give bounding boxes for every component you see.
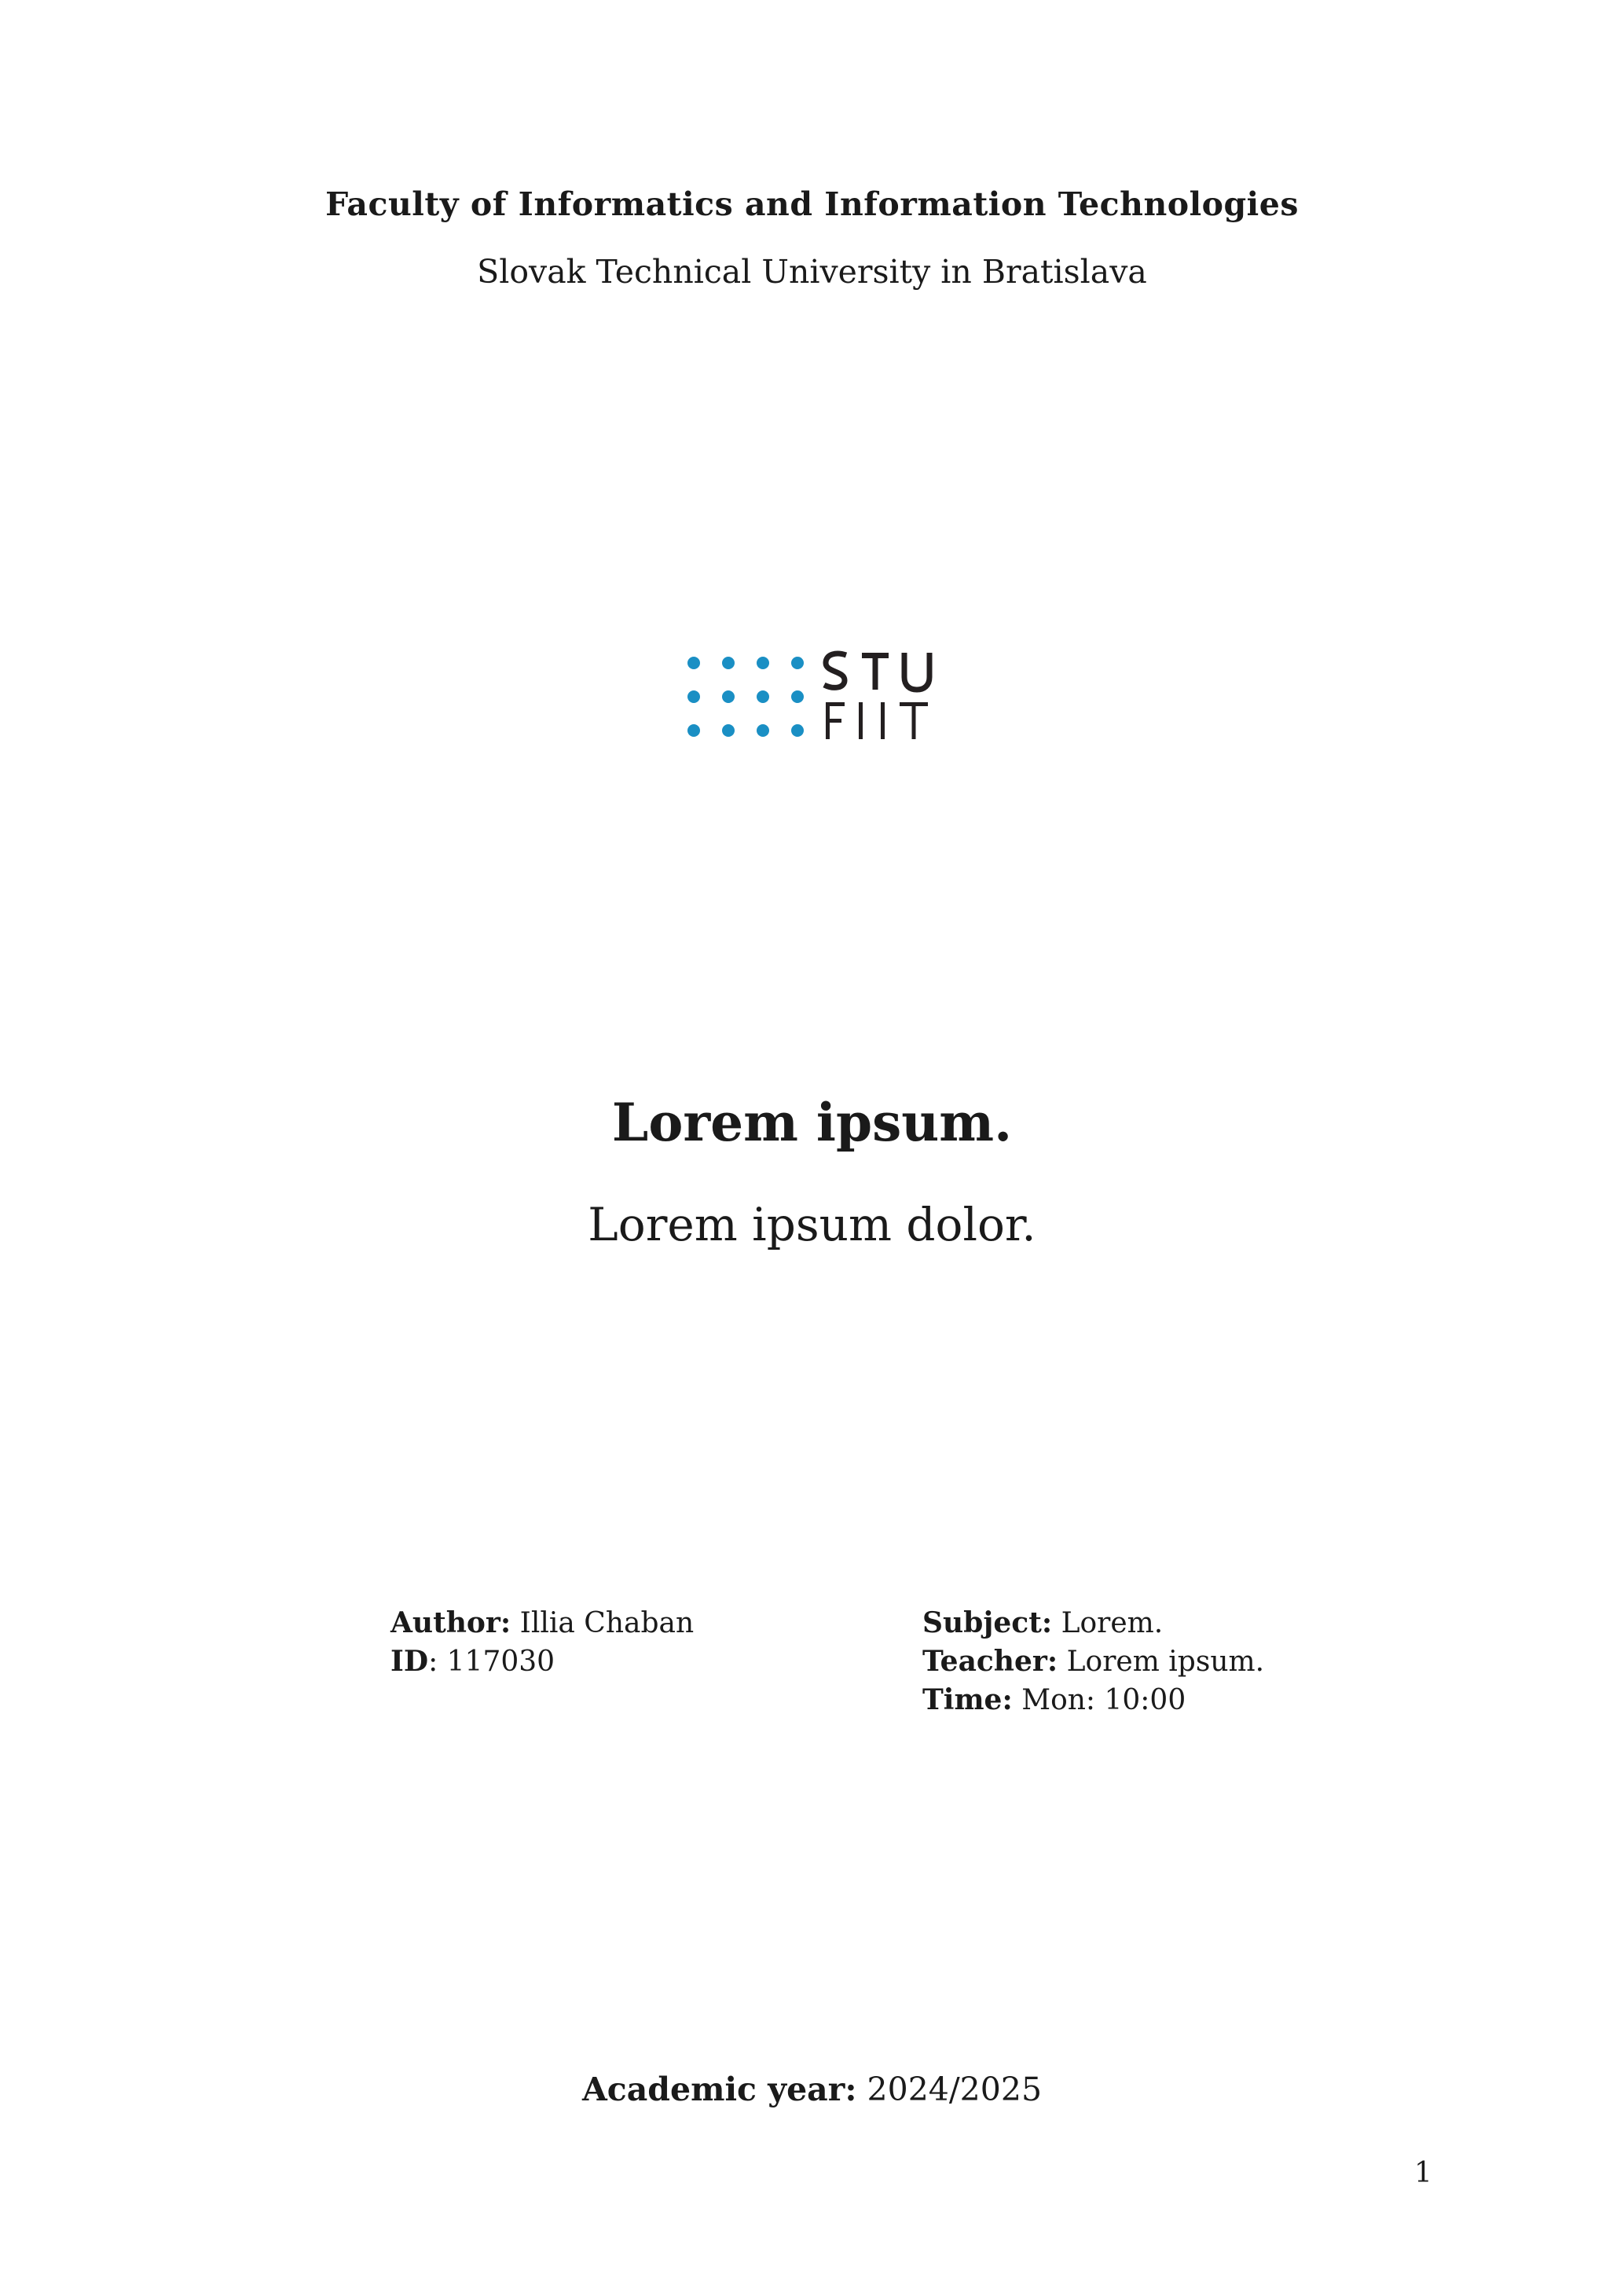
author-label: Author:: [390, 1606, 511, 1639]
academic-year-label: Academic year:: [581, 2071, 857, 2108]
stu-fiit-logo-icon: [680, 649, 947, 743]
page-number: 1: [1414, 2157, 1432, 2189]
logo-text-stu: [824, 653, 929, 690]
id-row: [390, 1642, 694, 1681]
faculty-name: Faculty of Informatics and Information Technologies: [325, 185, 1299, 223]
subject-row: [922, 1604, 1264, 1642]
time-value: Mon: 10:00: [1021, 1684, 1186, 1716]
document-title: Lorem ipsum.: [611, 1092, 1013, 1153]
time-row: [922, 1681, 1264, 1719]
academic-year: [0, 2071, 1624, 2108]
university-name: Slovak Technical University in Bratislava: [477, 253, 1147, 291]
logo-dots: [687, 657, 804, 737]
logo-text-fiit: [826, 702, 928, 739]
teacher-label: Teacher:: [922, 1645, 1058, 1678]
teacher-row: [922, 1642, 1264, 1681]
id-label: ID: [390, 1645, 429, 1678]
author-value: Illia Chaban: [519, 1607, 695, 1639]
course-info: [922, 1604, 1264, 1719]
academic-year-value: 2024/2025: [867, 2071, 1043, 2108]
time-label: Time:: [922, 1683, 1013, 1716]
author-info: [390, 1604, 694, 1681]
document-subtitle: Lorem ipsum dolor.: [588, 1198, 1036, 1251]
teacher-value: Lorem ipsum.: [1066, 1646, 1265, 1678]
subject-label: Subject:: [922, 1606, 1053, 1639]
author-row: [390, 1604, 694, 1642]
subject-value: Lorem.: [1061, 1607, 1164, 1639]
id-value: : 117030: [428, 1646, 555, 1678]
